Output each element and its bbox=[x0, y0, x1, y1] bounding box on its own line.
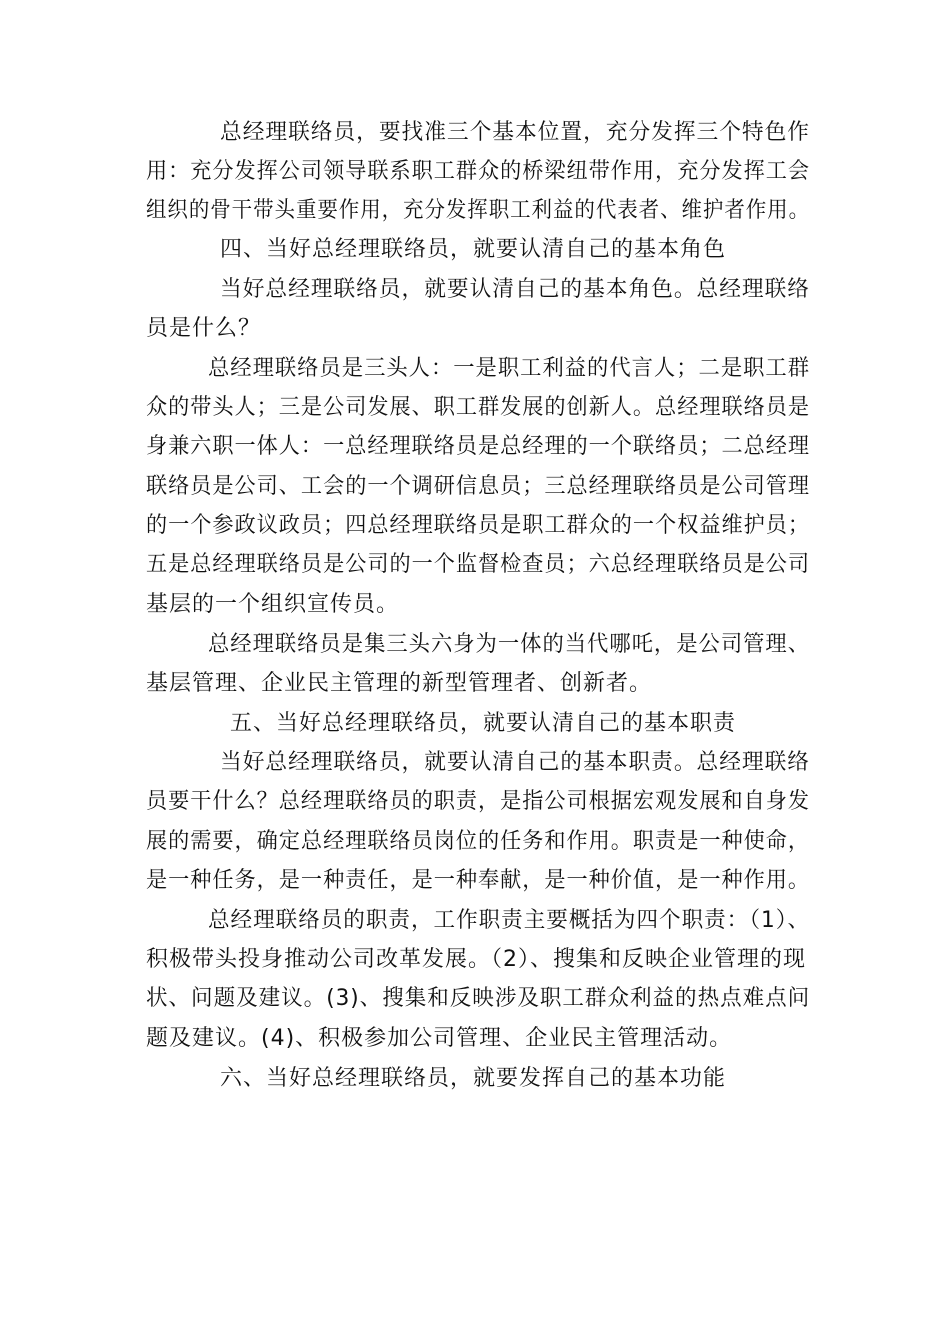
paragraph-line: 众的带头人；三是公司发展、职工群发展的创新人。总经理联络员是 bbox=[146, 395, 811, 420]
paragraph-line: 基层管理、企业民主管理的新型管理者、创新者。 bbox=[146, 671, 653, 696]
paragraph-line: 状、问题及建议。(3)、搜集和反映涉及职工群众利益的热点难点问 bbox=[146, 986, 811, 1011]
paragraph-line: 是一种任务，是一种责任，是一种奉献，是一种价值，是一种作用。 bbox=[146, 868, 811, 893]
paragraph-line: 基层的一个组织宣传员。 bbox=[146, 592, 400, 617]
paragraph-line: 五是总经理联络员是公司的一个监督检查员；六总经理联络员是公司 bbox=[146, 552, 811, 577]
paragraph-line: 联络员是公司、工会的一个调研信息员；三总经理联络员是公司管理 bbox=[146, 474, 811, 499]
paragraph-line: 积极带头投身推动公司改革发展。（2）、搜集和反映企业管理的现 bbox=[146, 947, 806, 972]
paragraph-line: 员要干什么？总经理联络员的职责，是指公司根据宏观发展和自身发 bbox=[146, 789, 811, 814]
section-heading: 四、当好总经理联络员，就要认清自己的基本角色 bbox=[220, 237, 727, 262]
section-heading: 六、当好总经理联络员，就要发挥自己的基本功能 bbox=[220, 1066, 727, 1091]
paragraph-line: 总经理联络员，要找准三个基本位置，充分发挥三个特色作 bbox=[220, 120, 811, 145]
paragraph-line: 总经理联络员的职责，工作职责主要概括为四个职责：（1）、 bbox=[208, 908, 811, 933]
paragraph-line: 当好总经理联络员，就要认清自己的基本角色。总经理联络 bbox=[220, 277, 811, 302]
paragraph-line: 总经理联络员是三头人：一是职工利益的代言人；二是职工群 bbox=[208, 356, 811, 381]
paragraph-line: 题及建议。(4)、积极参加公司管理、企业民主管理活动。 bbox=[146, 1026, 733, 1051]
paragraph-line: 当好总经理联络员，就要认清自己的基本职责。总经理联络 bbox=[220, 750, 811, 775]
document-body bbox=[146, 0, 810, 1344]
section-heading: 五、当好总经理联络员，就要认清自己的基本职责 bbox=[230, 711, 737, 736]
paragraph-line: 展的需要，确定总经理联络员岗位的任务和作用。职责是一种使命， bbox=[146, 829, 811, 854]
paragraph-line: 员是什么？ bbox=[146, 316, 262, 341]
paragraph-line: 用：充分发挥公司领导联系职工群众的桥梁纽带作用，充分发挥工会 bbox=[146, 159, 811, 184]
paragraph-line: 身兼六职一体人：一总经理联络员是总经理的一个联络员；二总经理 bbox=[146, 434, 811, 459]
paragraph-line: 组织的骨干带头重要作用，充分发挥职工利益的代表者、维护者作用。 bbox=[146, 198, 811, 223]
paragraph-line: 总经理联络员是集三头六身为一体的当代哪吒，是公司管理、 bbox=[208, 632, 811, 657]
paragraph-line: 的一个参政议政员；四总经理联络员是职工群众的一个权益维护员； bbox=[146, 513, 811, 538]
